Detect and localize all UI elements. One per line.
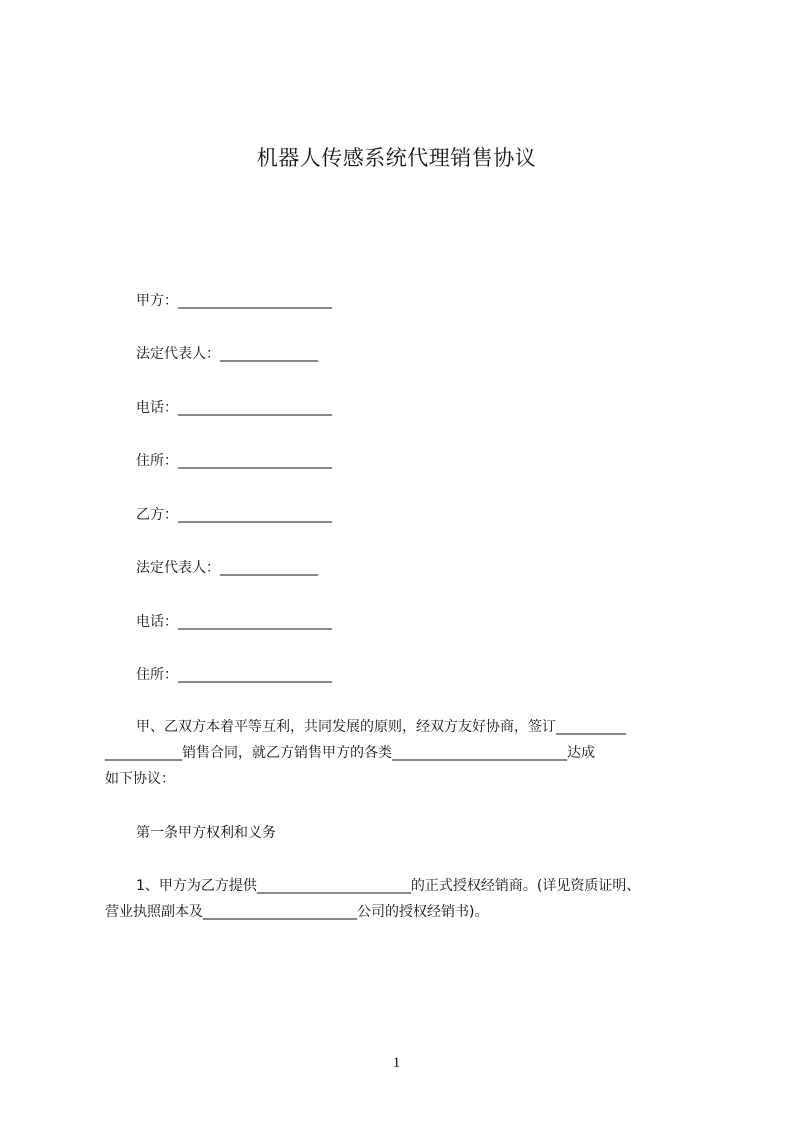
document-title: 机器人传感系统代理销售协议 [256,146,537,170]
clause-1-line-1: 1、甲方为乙方提供______________________的正式授权经销商。(详见资质证明、 [136,878,641,894]
party-b-name-field: 乙方：______________________ [136,507,332,523]
article-1-heading: 第一条甲方权利和义务 [136,825,276,841]
clause-1-line-2: 营业执照副本及______________________公司的授权经销书)。 [105,904,489,920]
party-b-phone-field: 电话：______________________ [136,614,332,630]
intro-line-1: 甲、乙双方本着平等互利，共同发展的原则，经双方友好协商，签订__________ [136,719,626,735]
intro-line-2: ___________销售合同，就乙方销售甲方的各类_________________________达成 [105,745,595,761]
clause-1-paragraph [105,873,701,925]
party-b-representative-field: 法定代表人：______________ [136,560,318,576]
party-a-address-field: 住所：______________________ [136,453,332,469]
intro-paragraph [105,714,701,792]
party-b-address-field: 住所：______________________ [136,667,332,683]
party-a-representative-field: 法定代表人：______________ [136,346,318,362]
party-a-name-field: 甲方：______________________ [136,293,332,309]
intro-line-3: 如下协议： [105,771,175,787]
page-number: 1 [392,1055,401,1071]
party-a-phone-field: 电话：______________________ [136,400,332,416]
